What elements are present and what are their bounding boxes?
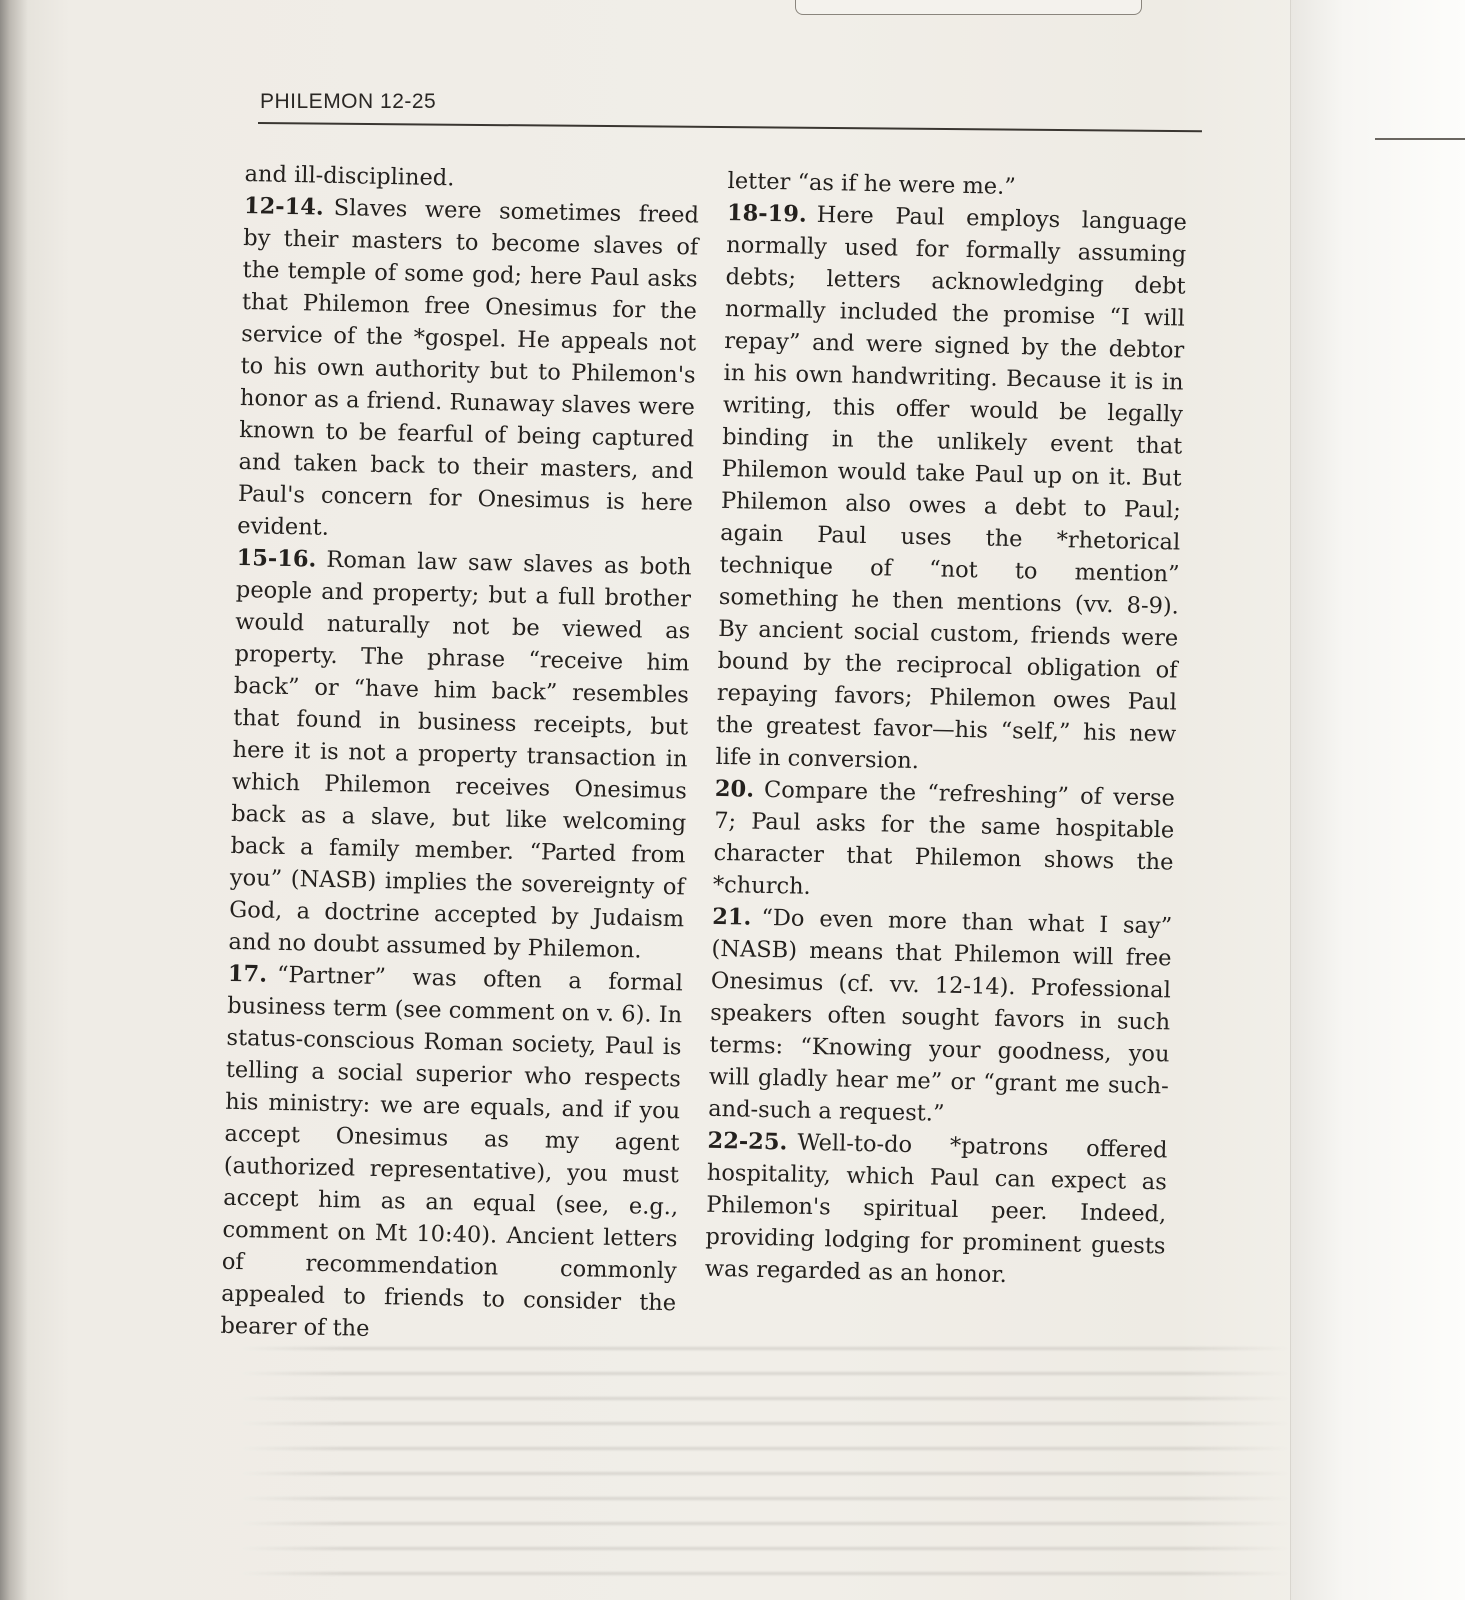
paragraph (713, 773, 1176, 911)
paragraph-text: Compare the “refreshing” of verse 7; Paul asks for the same hospitable character that Philemon shows the *church. (712, 776, 1176, 900)
verse-number: 22-25. (707, 1127, 788, 1156)
paragraph-text: Here Paul employs language normally used for formally assuming debts; letters acknowledging debt normally included the promise “I will repay” and were signed by the debtor in his own handwriting. Because it is in writing, this offer would be legally binding in the unlikely event that Philemon would take Paul up on it. But Philemon also owes a debt to Paul; again Paul uses the *rhetorical technique of “not to mention” something he then mentions (vv. 8-9). By ancient social custom, friends were bound by the reciprocal obligation of repaying favors; Philemon owes Paul the greatest favor—his “self,” his new life in conversion. (715, 201, 1188, 775)
verse-number: 20. (714, 775, 755, 803)
paragraph-text: “Do even more than what I say” (NASB) means that Philemon will free Onesimus (cf. vv. 12-14). Professional speakers often sought favors in such terms: “Knowing your goodness, you will gladly hear me” or “grant me such-and-such a request.” (707, 904, 1173, 1127)
paragraph (220, 958, 683, 1351)
paragraph-text: Roman law saw slaves as both people and property; but a full brother would naturally not be viewed as property. The phrase “receive him back” or “have him back” resembles that found in business receipts, but here it is not a property transaction in which Philemon receives Onesimus back as a slave, but like welcoming back a family member. “Parted from you” (NASB) implies the sovereignty of God, a doctrine accepted by Judaism and no doubt assumed by Philemon. (228, 546, 692, 964)
paragraph (708, 901, 1173, 1135)
verse-number: 17. (227, 960, 268, 988)
adjacent-page-rule (1375, 138, 1465, 140)
paragraph (715, 197, 1187, 783)
paragraph-text: Slaves were sometimes freed by their masters to become slaves of the temple of some god; here Paul asks that Philemon free Onesimus for the service of the *gospel. He appeals not to his own authority but to Philemon's honor as a friend. Runaway slaves were known to be fearful of being captured and taken back to their masters, and Paul's concern for Onesimus is here evident. (237, 194, 700, 541)
verse-number: 18-19. (726, 199, 808, 228)
show-through-text (240, 1325, 1290, 1595)
paper-tab (795, 0, 1142, 15)
paragraph-text: Well-to-do *patrons offered hospitality, which Paul can expect as Philemon's spiritual peer. Indeed, providing lodging for prominent guests was regarded as an honor. (704, 1129, 1168, 1289)
verse-number: 21. (711, 903, 752, 931)
verse-number: 15-16. (236, 544, 317, 573)
paragraph-text: and ill-disciplined. (244, 160, 455, 192)
running-head: PHILEMON 12-25 (260, 90, 437, 113)
paragraph (237, 190, 699, 551)
verse-number: 12-14. (243, 192, 325, 221)
header-rule (258, 122, 1202, 132)
left-column (220, 158, 700, 1351)
paragraph-text: “Partner” was often a formal business term (see comment on v. 6). In status-conscious Roman society, Paul is telling a social superior who respects his ministry: we are equals, and if you accept Onesimus as my agent (authorized representative), you must accept him as an equal (see, e.g., comment on Mt 10:40). Ancient letters of recommendation commonly appealed to friends to consider the bearer of the (220, 961, 684, 1342)
paragraph (228, 542, 692, 967)
right-column (705, 165, 1188, 1294)
paragraph-text: letter “as if he were me.” (727, 167, 1017, 201)
paragraph (705, 1125, 1168, 1295)
adjacent-page-edge (1290, 0, 1465, 1600)
